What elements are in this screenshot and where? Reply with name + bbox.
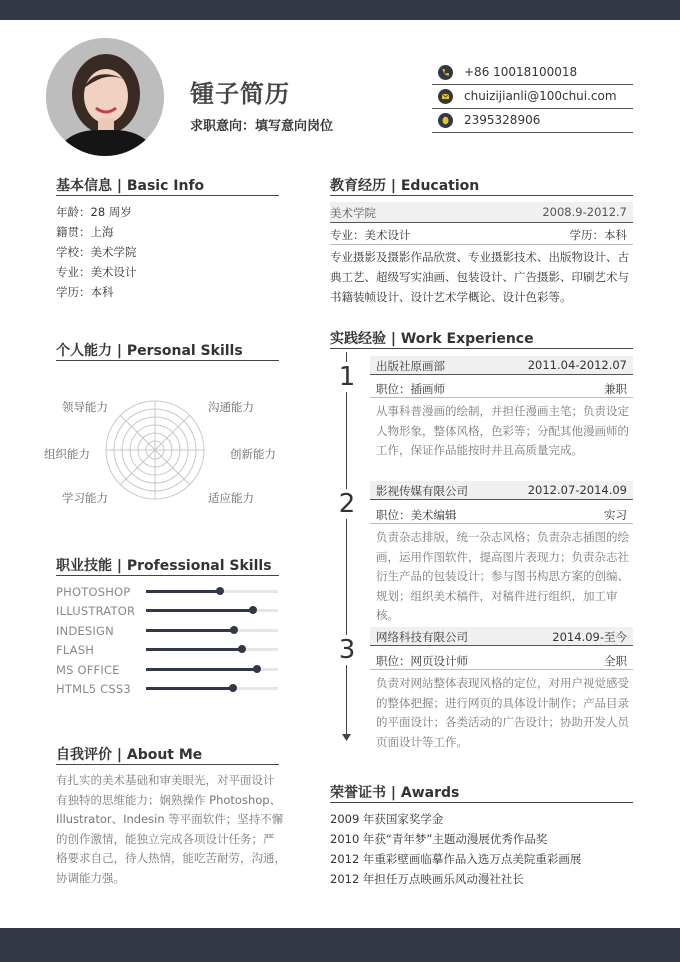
- timeline-line: [346, 352, 347, 738]
- award-item: 2010 年获“青年梦”主题动漫展优秀作品奖: [330, 832, 548, 846]
- phone-icon: [438, 65, 453, 80]
- timeline-arrow-icon: [342, 734, 351, 742]
- job-number: 1: [336, 362, 358, 392]
- job-header: [370, 356, 633, 375]
- resume-name: 锺子简历: [190, 80, 290, 108]
- award-item: 2012 年重彩壁画临摹作品入选万点美院重彩画展: [330, 852, 582, 866]
- education-sub: [330, 224, 633, 245]
- job-period: 2011.04-2012.07: [527, 358, 627, 372]
- education-period: 2008.9-2012.7: [542, 205, 627, 219]
- job-desc-line: 的整体把握；进行网页的具体设计制作；产品目录: [376, 695, 629, 710]
- skill-bar-knob: [253, 665, 261, 673]
- skill-bar-fill: [146, 629, 234, 632]
- education-degree: 学历：本科: [569, 228, 627, 242]
- skill-name: HTML5 CSS3: [56, 682, 131, 696]
- skill-bar: [146, 687, 278, 690]
- job-header: [370, 481, 633, 500]
- radar-label-communication: 沟通能力: [208, 400, 254, 414]
- course-line: 典工艺、超级写实油画、包装设计、广告摄影、印刷艺术与: [330, 270, 629, 284]
- job-number: 3: [336, 635, 358, 665]
- about-me-text: [56, 771, 286, 888]
- skill-name: MS OFFICE: [56, 663, 120, 677]
- award-item: 2009 年获国家奖学金: [330, 812, 444, 826]
- skill-name: INDESIGN: [56, 624, 114, 638]
- job-desc-line: 页面设计等工作。: [376, 734, 468, 749]
- radar-label-innovation: 创新能力: [230, 447, 276, 461]
- contact-qq: [432, 110, 633, 133]
- job-period: 2012.07-2014.09: [527, 483, 627, 497]
- job-desc-line: 从事科普漫画的绘制，并担任漫画主笔；负责设定: [376, 404, 629, 418]
- skill-name: ILLUSTRATOR: [56, 604, 136, 618]
- job-desc-line: 的平面设计；各类活动的广告设计；协助开发人员: [376, 715, 629, 729]
- education-school: 美术学院: [330, 206, 376, 220]
- basic-age: 年龄：28 周岁: [56, 205, 132, 219]
- skill-bar-fill: [146, 590, 220, 593]
- about-line: 有独特的思维能力；娴熟操作 Photoshop、: [56, 792, 282, 807]
- personal-skills-title: 个人能力 | Personal Skills: [56, 343, 243, 359]
- job-header: [370, 627, 633, 646]
- skill-bar: [146, 590, 278, 593]
- awards-divider: [330, 802, 633, 803]
- chat-icon: [438, 113, 453, 128]
- education-header: [330, 202, 633, 223]
- skill-bar-knob: [230, 626, 238, 634]
- basic-school: 学校：美术学院: [56, 245, 137, 259]
- email-text: chuizijianli@100chui.com: [464, 89, 617, 103]
- skill-bar-fill: [146, 668, 257, 671]
- professional-skills-title: 职业技能 | Professional Skills: [56, 558, 272, 574]
- job-role: 职位：美术编辑: [376, 508, 457, 522]
- job-role-row: [370, 649, 633, 670]
- job-description: [376, 402, 638, 461]
- about-me-title: 自我评价 | About Me: [56, 747, 203, 763]
- radar-label-learning: 学习能力: [62, 491, 108, 505]
- qq-text: 2395328906: [464, 113, 541, 127]
- contact-email: [432, 86, 633, 109]
- skills-radar-chart: [100, 395, 210, 505]
- job-company: 影视传媒有限公司: [376, 484, 468, 498]
- education-title: 教育经历 | Education: [330, 178, 480, 194]
- contact-phone: [432, 62, 633, 85]
- about-line: Illustrator、Indesin 等平面软件；坚持不懈: [56, 812, 284, 826]
- about-me-divider: [56, 764, 279, 765]
- job-description: [376, 528, 638, 626]
- job-period: 2014.09-至今: [552, 630, 627, 644]
- skill-bar-knob: [216, 587, 224, 595]
- professional-skills-divider: [56, 575, 279, 576]
- skill-bar-fill: [146, 609, 253, 612]
- job-company: 网络科技有限公司: [376, 630, 468, 644]
- job-desc-line: 规划；组织美术稿件，对稿件进行组织，加工审核。: [376, 588, 618, 622]
- job-desc-line: 负责对网站整体表现风格的定位，对用户视觉感受: [376, 676, 629, 690]
- basic-info-title: 基本信息 | Basic Info: [56, 178, 205, 194]
- skill-bar-knob: [238, 645, 246, 653]
- skill-bar-knob: [229, 684, 237, 692]
- about-line: 协调能力强。: [56, 870, 125, 885]
- skill-bar-knob: [249, 606, 257, 614]
- top-band: [0, 0, 680, 20]
- job-role-row: [370, 503, 633, 524]
- avatar: [46, 38, 164, 156]
- email-icon: [438, 89, 453, 104]
- job-desc-line: 工作，保证作品能按时并且高质量完成。: [376, 443, 583, 457]
- job-role: 职位：插画师: [376, 382, 445, 396]
- skill-bar: [146, 668, 278, 671]
- skill-bar: [146, 629, 278, 632]
- about-line: 有扎实的美术基础和审美眼光，对平面设计: [56, 773, 275, 787]
- bottom-band: [0, 928, 680, 962]
- basic-major: 专业：美术设计: [56, 265, 137, 279]
- course-line: 书籍装帧设计、设计艺术学概论、设计色彩等。: [330, 290, 572, 304]
- about-line: 格要求自己，待人热情，能吃苦耐劳，沟通，: [56, 851, 286, 865]
- radar-label-adaptability: 适应能力: [208, 491, 254, 505]
- skill-bar: [146, 648, 278, 651]
- skill-name: PHOTOSHOP: [56, 585, 131, 599]
- education-major: 专业：美术设计: [330, 228, 411, 242]
- awards-title: 荣誉证书 | Awards: [330, 785, 460, 801]
- job-type: 兼职: [604, 382, 627, 396]
- radar-label-organization: 组织能力: [44, 447, 90, 461]
- basic-degree: 学历：本科: [56, 285, 114, 299]
- job-desc-line: 负责杂志排版，统一杂志风格；负责杂志插图的绘: [376, 530, 629, 544]
- job-intent: 求职意向：填写意向岗位: [190, 119, 334, 134]
- skill-bar: [146, 609, 278, 612]
- job-number: 2: [336, 489, 358, 519]
- personal-skills-divider: [56, 360, 279, 361]
- job-type: 实习: [604, 508, 627, 522]
- work-title: 实践经验 | Work Experience: [330, 331, 534, 347]
- job-desc-line: 人物形象，整体风格，色彩等；分配其他漫画师的: [376, 423, 629, 438]
- work-divider: [330, 348, 633, 349]
- job-company: 出版社原画部: [376, 359, 445, 373]
- job-role: 职位：网页设计师: [376, 654, 468, 668]
- phone-text: +86 10018100018: [464, 65, 578, 79]
- skill-name: FLASH: [56, 643, 95, 657]
- job-role-row: [370, 377, 633, 398]
- portrait-photo: [46, 38, 164, 156]
- job-description: [376, 674, 638, 752]
- education-divider: [330, 195, 633, 196]
- skill-bar-fill: [146, 687, 233, 690]
- job-type: 全职: [604, 654, 627, 668]
- education-courses: [330, 247, 635, 307]
- basic-origin: 籍贯：上海: [56, 225, 114, 239]
- skill-bar-fill: [146, 648, 242, 651]
- job-desc-line: 画，运用作图软件，提高图片表现力；负责杂志社: [376, 549, 629, 564]
- about-line: 的创作激情，能独立完成各项设计任务；严: [56, 831, 275, 846]
- radar-label-leadership: 领导能力: [62, 400, 108, 414]
- award-item: 2012 年担任万点映画乐风动漫社社长: [330, 872, 524, 886]
- course-line: 专业摄影及摄影作品欣赏、专业摄影技术、出版物设计、古: [330, 250, 629, 264]
- job-desc-line: 衍生产品的包装设计；参与图书构思方案的创编、: [376, 569, 629, 583]
- basic-info-divider: [56, 195, 279, 196]
